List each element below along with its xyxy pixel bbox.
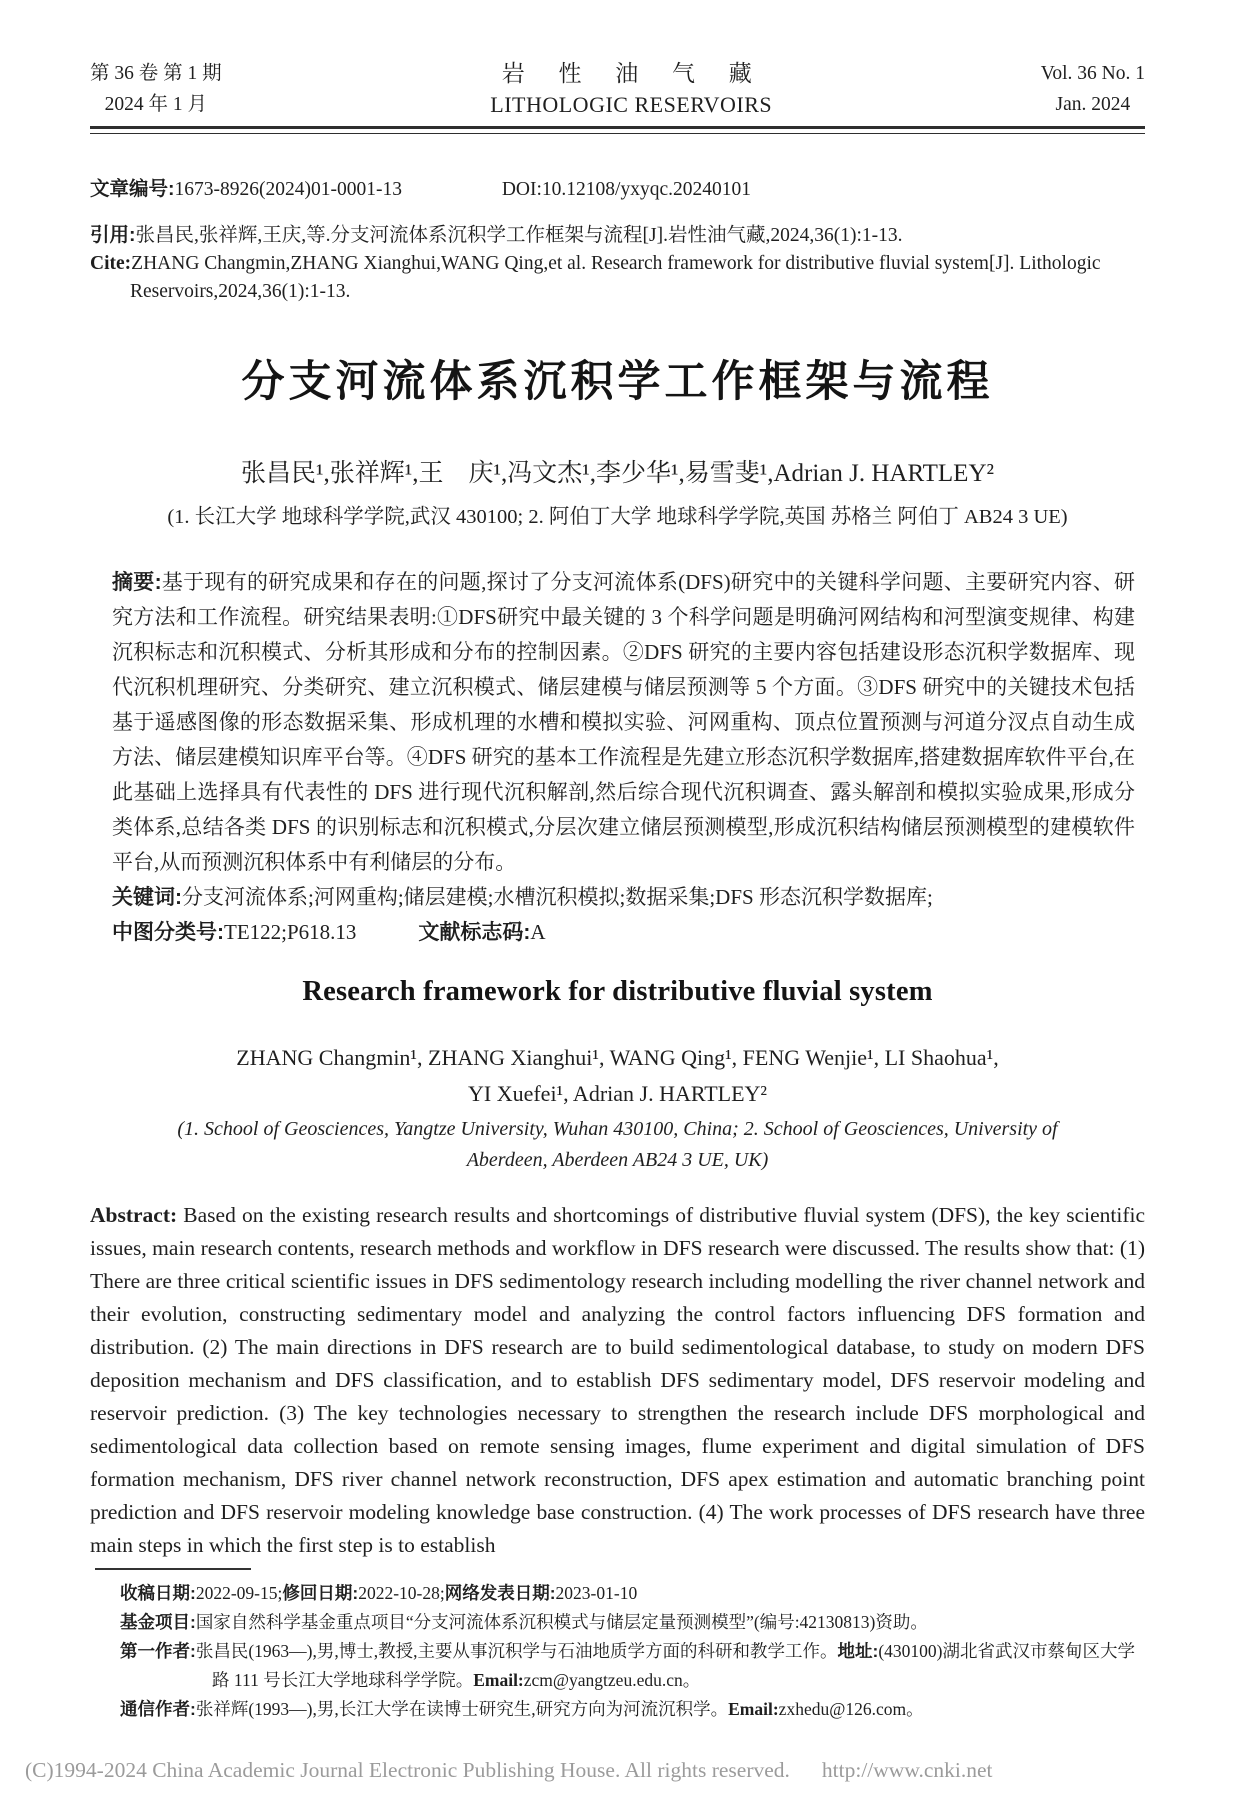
footnote-funding	[120, 1608, 1145, 1637]
first-author-email: zcm@yangtzeu.edu.cn。	[523, 1670, 701, 1690]
citation-cn	[90, 221, 1145, 250]
clc-row	[112, 915, 1135, 950]
clc-value: TE122;P618.13	[224, 920, 357, 944]
received-date-label: 收稿日期:	[120, 1583, 196, 1603]
received-date: 2022-09-15;	[195, 1583, 283, 1603]
footnote-divider	[95, 1568, 251, 1570]
doc-code-label: 文献标志码:	[418, 921, 531, 944]
header-divider	[90, 126, 1145, 134]
abstract-cn	[112, 565, 1135, 880]
authors-en	[90, 1040, 1145, 1112]
online-date: 2023-01-10	[555, 1583, 638, 1603]
abstract-cn-label: 摘要:	[112, 571, 162, 594]
paper-title-cn: 分支河流体系沉积学工作框架与流程	[241, 358, 994, 406]
abstract-en-text: Based on the existing research results and shortcomings of distributive fluvial system (DFS), the key scientific issues, main research contents, research methods and workflow in DFS research were discussed. The results show that: (1) There are three critical scientific issues in DFS sedimentology research including modelling the river channel network and their evolution, constructing sedimentary model and analyzing the control factors influencing DFS formation and distribution. (2) The main directions in DFS research are to build sedimentological database, to study on modern DFS deposition mechanism and DFS classification, and to establish DFS sedimentary model, DFS reservoir modeling and reservoir prediction. (3) The key technologies necessary to strengthen the research include DFS morphological and sedimentological data collection based on remote sensing images, flume experiment and digital simulation of DFS formation mechanism, DFS river channel network reconstruction, DFS apex estimation and automatic branching point prediction and DFS reservoir modeling knowledge base construction. (4) The work processes of DFS research have three main steps in which the first step is to establish	[90, 1203, 1146, 1557]
journal-title-cn: 岩 性 油 气 藏	[501, 61, 761, 86]
revised-date-label: 修回日期:	[282, 1583, 359, 1603]
revised-date: 2022-10-28;	[358, 1583, 445, 1603]
journal-date-cn: 2024 年 1 月	[104, 94, 208, 115]
copyright-url: http://www.cnki.net	[821, 1758, 993, 1782]
citation-cn-text: 张昌民,张祥辉,王庆,等.分支河流体系沉积学工作框架与流程[J].岩性油气藏,2024,36(1):1-13.	[135, 225, 903, 246]
footnotes	[90, 1579, 1145, 1724]
article-number: 1673-8926(2024)01-0001-13	[174, 179, 402, 200]
keywords-text: 分支河流体系;河网重构;储层建模;水槽沉积模拟;数据采集;DFS 形态沉积学数据库;	[182, 885, 933, 909]
online-date-label: 网络发表日期:	[444, 1583, 556, 1603]
keywords-cn	[112, 880, 1135, 915]
doi-value: 10.12108/yxyqc.20240101	[541, 179, 751, 200]
funding-label: 基金项目:	[120, 1612, 196, 1632]
citation-block	[90, 221, 1145, 306]
corresponding-author-email: zxhedu@126.com。	[778, 1699, 924, 1719]
doc-code-value: A	[530, 920, 546, 944]
copyright-bar	[25, 1758, 993, 1783]
journal-title-en: LITHOLOGIC RESERVOIRS	[490, 92, 773, 117]
journal-title-block	[490, 58, 772, 120]
corresponding-author-bio: 张祥辉(1993—),男,长江大学在读博士研究生,研究方向为河流沉积学。	[195, 1699, 729, 1719]
abstract-cn-block	[90, 565, 1145, 950]
abstract-en-label: Abstract:	[90, 1203, 178, 1227]
citation-en-label: Cite:	[90, 253, 132, 274]
keywords-label: 关键词:	[112, 886, 182, 909]
corresponding-author-email-label: Email:	[728, 1699, 779, 1719]
clc-label: 中图分类号:	[112, 921, 224, 944]
abstract-cn-text: 基于现有的研究成果和存在的问题,探讨了分支河流体系(DFS)研究中的关键科学问题、主要研究内容、研究方法和工作流程。研究结果表明:①DFS研究中最关键的 3 个科学问题是明确河网结构和河型演变规律、构建沉积标志和沉积模式、分析其形成和分布的控制因素。②DFS 研究的主要内容包括建设形态沉积学数据库、现代沉积机理研究、分类研究、建立沉积模式、储层建模与储层预测等 5 个方面。③DFS 研究中的关键技术包括基于遥感图像的形态数据采集、形成机理的水槽和模拟实验、河网重构、顶点位置预测与河道分汊点自动生成方法、储层建模知识库平台等。④DFS 研究的基本工作流程是先建立形态沉积学数据库,搭建数据库软件平台,在此基础上选择具有代表性的 DFS 进行现代沉积解剖,然后综合现代沉积调查、露头解剖和模拟实验成果,形成分类体系,总结各类 DFS 的识别标志和沉积模式,分层次建立储层预测模型,形成沉积结构储层预测模型的建模软件平台,从而预测沉积体系中有利储层的分布。	[112, 570, 1135, 874]
citation-en-text: ZHANG Changmin,ZHANG Xianghui,WANG Qing,et al. Research framework for distributive fluvial system[J]. Lithologic Reservoirs,2024,36(1):1-13.	[130, 253, 1101, 302]
authors-en-line1: ZHANG Changmin¹, ZHANG Xianghui¹, WANG Qing¹, FENG Wenjie¹, LI Shaohua¹,	[236, 1045, 999, 1070]
abstract-en	[90, 1199, 1145, 1562]
first-author-bio: 张昌民(1963—),男,博士,教授,主要从事沉积学与石油地质学方面的科研和教学工作。	[195, 1641, 838, 1661]
first-author-label: 第一作者:	[120, 1641, 196, 1661]
journal-issue-info-en	[1041, 58, 1145, 120]
journal-volume-cn: 第 36 卷 第 1 期	[90, 63, 222, 84]
first-author-address: (430100)湖北省武汉市蔡甸区大学路 111 号长江大学地球科学学院。	[212, 1641, 1135, 1690]
page-content	[90, 0, 1145, 1724]
citation-cn-label: 引用:	[90, 224, 136, 246]
article-meta-row	[90, 176, 1145, 203]
affiliation-cn: (1. 长江大学 地球科学学院,武汉 430100; 2. 阿伯丁大学 地球科学学院,英国 苏格兰 阿伯丁 AB24 3 UE)	[167, 506, 1068, 528]
footnote-first-author	[120, 1637, 1145, 1695]
journal-date-en: Jan. 2024	[1055, 94, 1131, 115]
authors-cn: 张昌民¹,张祥辉¹,王 庆¹,冯文杰¹,李少华¹,易雪斐¹,Adrian J. HARTLEY²	[240, 460, 995, 487]
copyright-text: (C)1994-2024 China Academic Journal Electronic Publishing House. All rights reserved.	[25, 1758, 790, 1782]
footnote-corresponding-author	[120, 1695, 1145, 1724]
funding-text: 国家自然科学基金重点项目“分支河流体系沉积模式与储层定量预测模型”(编号:42130813)资助。	[195, 1612, 928, 1632]
footnote-dates	[120, 1579, 1145, 1608]
journal-volume-en: Vol. 36 No. 1	[1040, 63, 1145, 84]
affiliation-en: (1. School of Geosciences, Yangtze University, Wuhan 430100, China; 2. School of Geosciences, University of Aberdeen, Aberdeen AB24 3 UE, UK)	[177, 1118, 1058, 1171]
authors-en-line2: YI Xuefei¹, Adrian J. HARTLEY²	[467, 1081, 768, 1106]
citation-en	[90, 250, 1145, 306]
paper-title-en: Research framework for distributive fluvial system	[302, 976, 933, 1007]
first-author-address-label: 地址:	[837, 1641, 879, 1661]
journal-issue-info-cn	[90, 58, 222, 120]
doi-group	[502, 179, 751, 200]
corresponding-author-label: 通信作者:	[120, 1699, 196, 1719]
article-number-label: 文章编号:	[90, 178, 175, 200]
journal-header	[90, 58, 1145, 120]
first-author-email-label: Email:	[473, 1670, 524, 1690]
doi-label: DOI:	[501, 179, 542, 200]
